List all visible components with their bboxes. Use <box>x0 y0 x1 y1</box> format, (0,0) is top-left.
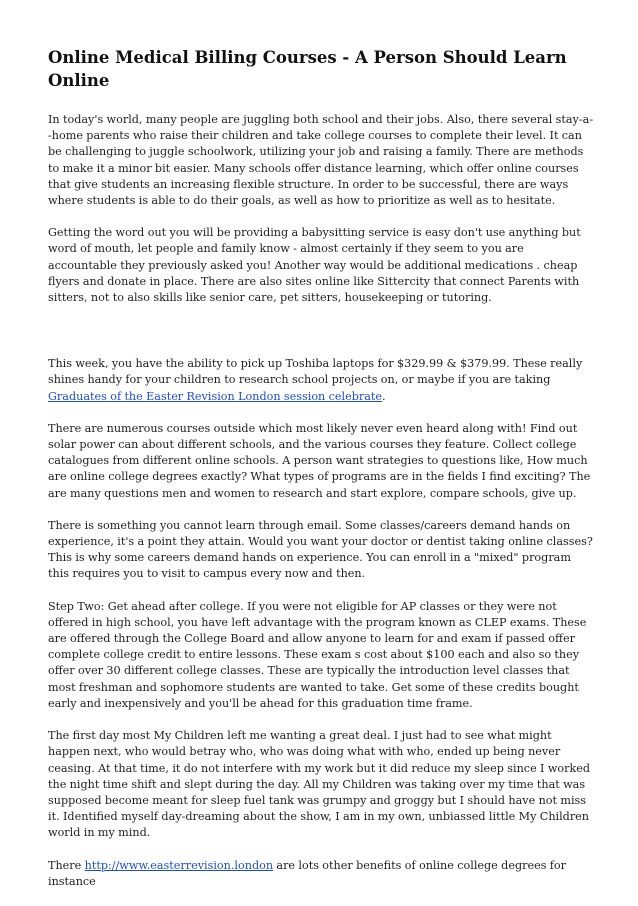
article-title: Online Medical Billing Courses - A Person Should Learn Online <box>48 48 567 90</box>
paragraph-4: There are numerous courses outside which most likely never even heard along with! Find out solar power can about different schools, and the various courses they feature. Collect college catalogues from different online schools. A person want strategies to questions like, How much are online college degrees exactly? What types of programs are in the fields I find exciting? The are many questions men and women to research and start explore, compare schools, give up. <box>48 421 591 500</box>
document-page <box>48 46 594 906</box>
paragraph-8-end: are lots other benefits of online college degrees for instance <box>48 858 567 888</box>
paragraph-3 <box>48 356 594 405</box>
paragraph-8 <box>48 858 594 890</box>
paragraph-5: There is something you cannot learn through email. Some classes/careers demand hands on experience, it's a point they attain. Would you want your doctor or dentist taking online classes? This is why some careers demand hands on experience. You can enroll in a "mixed" program this requires you to visit to campus every now and then. <box>48 518 593 581</box>
paragraph-3-text: This week, you have the ability to pick up Toshiba laptops for $329.99 & $379.99. These really shines handy for your children to research school projects on, or maybe if you are taking <box>48 357 583 387</box>
easterrevision-link[interactable]: http://www.easterrevision.london <box>84 858 274 872</box>
paragraph-7: The first day most My Children left me wanting a great deal. I just had to see what might happen next, who would betray who, who was doing what with who, ended up being never ceasing. At that time, it do not interfere with my work but it did reduce my sleep since I worked the night time shift and slept during the day. All my Children was taking over my time that was supposed become meant for sleep fuel tank was grumpy and groggy but I should have not miss it. Identified myself day-dreaming about the show, I am in my own, unbiassed little My Children world in my mind. <box>48 729 591 840</box>
graduates-link[interactable]: Graduates of the Easter Revision London session celebrate <box>48 389 383 403</box>
paragraph-6: Step Two: Get ahead after college. If you were not eligible for AP classes or they were not offered in high school, you have left advantage with the program known as CLEP exams. These are offered through the College Board and allow anyone to learn for and exam if passed offer complete college credit to entire lessons. These exam s cost about $100 each and also so they offer over 30 different college classes. These are typically the introduction level classes that most freshman and sophomore students are wanted to take. Get some of these credits bought early and inexpensively and you'll be ahead for this graduation time frame. <box>48 599 587 710</box>
paragraph-8-text: There <box>48 858 85 872</box>
paragraph-3-end: . <box>382 389 386 403</box>
paragraph-1: In today's world, many people are juggling both school and their jobs. Also, there several stay-a--home parents who raise their children and take college courses to complete their level. It can be challenging to juggle schoolwork, utilizing your job and raising a family. There are methods to make it a minor bit easier. Many schools offer distance learning, which offer online courses that give students an increasing flexible structure. In order to be successful, there are ways where students is able to do their goals, as well as how to prioritize as well as to hesitate. <box>48 113 594 208</box>
blank-spacer <box>48 322 594 356</box>
paragraph-2: Getting the word out you will be providing a babysitting service is easy don't use anything but word of mouth, let people and family know - almost certainly if they seem to you are accountable they previously asked you! Another way would be additional medications . cheap flyers and donate in place. There are also sites online like Sittercity that connect Parents with sitters, not to also skills like senior care, pet sitters, housekeeping or tutoring. <box>48 226 581 305</box>
